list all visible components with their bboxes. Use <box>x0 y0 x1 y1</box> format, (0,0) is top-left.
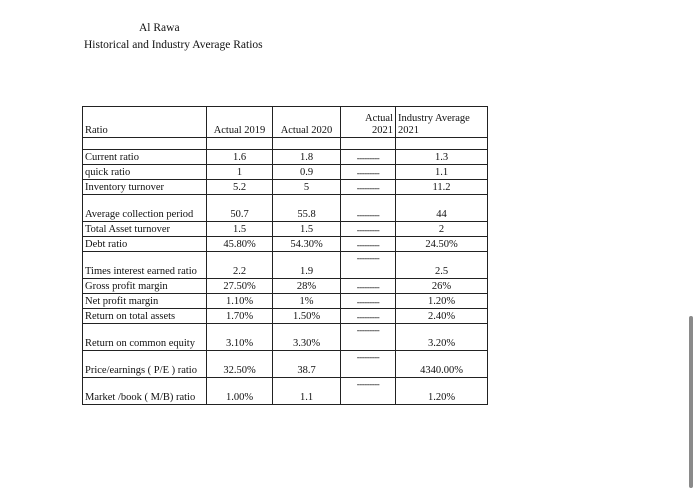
industry-average-cell: 1.20% <box>396 378 488 405</box>
actual-2020-cell: 38.7 <box>273 351 341 378</box>
document-title-block <box>84 20 263 54</box>
actual-2021-cell: --------- <box>341 378 396 405</box>
actual-2019-cell: 2.2 <box>207 252 273 279</box>
actual-2021-cell: --------- <box>341 279 396 294</box>
industry-average-cell: 2.5 <box>396 252 488 279</box>
actual-2021-cell: --------- <box>341 237 396 252</box>
ratio-name-cell: Average collection period <box>83 195 207 222</box>
actual-2019-cell: 1.6 <box>207 150 273 165</box>
industry-average-cell: 1.3 <box>396 150 488 165</box>
actual-2021-cell: --------- <box>341 294 396 309</box>
actual-2020-cell: 3.30% <box>273 324 341 351</box>
actual-2019-cell: 27.50% <box>207 279 273 294</box>
header-actual-2019: Actual 2019 <box>207 107 273 138</box>
table-row <box>83 180 488 195</box>
ratio-name-cell: Inventory turnover <box>83 180 207 195</box>
actual-2021-cell: --------- <box>341 252 396 279</box>
actual-2021-cell: --------- <box>341 309 396 324</box>
industry-average-cell: 24.50% <box>396 237 488 252</box>
actual-2021-cell: --------- <box>341 180 396 195</box>
actual-2021-cell: --------- <box>341 150 396 165</box>
table-body <box>83 150 488 405</box>
ratio-name-cell: Net profit margin <box>83 294 207 309</box>
industry-average-cell: 1.20% <box>396 294 488 309</box>
table-row <box>83 294 488 309</box>
actual-2020-cell: 1.50% <box>273 309 341 324</box>
industry-average-cell: 3.20% <box>396 324 488 351</box>
actual-2021-cell: --------- <box>341 351 396 378</box>
actual-2019-cell: 1.10% <box>207 294 273 309</box>
actual-2020-cell: 1.1 <box>273 378 341 405</box>
ratio-name-cell: Return on common equity <box>83 324 207 351</box>
actual-2021-cell: --------- <box>341 222 396 237</box>
actual-2019-cell: 3.10% <box>207 324 273 351</box>
table-row <box>83 150 488 165</box>
ratios-table <box>82 106 488 405</box>
actual-2021-cell: --------- <box>341 165 396 180</box>
header-industry-average-2021: Industry Average 2021 <box>396 107 488 138</box>
table-row <box>83 279 488 294</box>
table-row <box>83 237 488 252</box>
industry-average-cell: 26% <box>396 279 488 294</box>
document-subtitle: Historical and Industry Average Ratios <box>84 39 263 51</box>
table-spacer-row <box>83 138 488 150</box>
actual-2019-cell: 32.50% <box>207 351 273 378</box>
table-row <box>83 351 488 378</box>
actual-2020-cell: 1.5 <box>273 222 341 237</box>
actual-2020-cell: 1% <box>273 294 341 309</box>
ratio-name-cell: Market /book ( M/B) ratio <box>83 378 207 405</box>
table-row <box>83 378 488 405</box>
industry-average-cell: 11.2 <box>396 180 488 195</box>
ratio-name-cell: Times interest earned ratio <box>83 252 207 279</box>
header-ratio: Ratio <box>83 107 207 138</box>
industry-average-cell: 4340.00% <box>396 351 488 378</box>
actual-2020-cell: 0.9 <box>273 165 341 180</box>
industry-average-cell: 2.40% <box>396 309 488 324</box>
ratio-name-cell: Price/earnings ( P/E ) ratio <box>83 351 207 378</box>
ratio-name-cell: Current ratio <box>83 150 207 165</box>
table-row <box>83 165 488 180</box>
ratio-name-cell: Gross profit margin <box>83 279 207 294</box>
table-row <box>83 309 488 324</box>
actual-2020-cell: 5 <box>273 180 341 195</box>
header-actual-2020: Actual 2020 <box>273 107 341 138</box>
actual-2020-cell: 54.30% <box>273 237 341 252</box>
actual-2019-cell: 1.70% <box>207 309 273 324</box>
table-row <box>83 324 488 351</box>
ratio-name-cell: Total Asset turnover <box>83 222 207 237</box>
table-header-row <box>83 107 488 138</box>
actual-2019-cell: 5.2 <box>207 180 273 195</box>
actual-2019-cell: 45.80% <box>207 237 273 252</box>
industry-average-cell: 2 <box>396 222 488 237</box>
actual-2021-cell: --------- <box>341 195 396 222</box>
actual-2019-cell: 50.7 <box>207 195 273 222</box>
table-row <box>83 252 488 279</box>
actual-2020-cell: 55.8 <box>273 195 341 222</box>
table-row <box>83 195 488 222</box>
industry-average-cell: 44 <box>396 195 488 222</box>
header-actual-2021: Actual 2021 <box>341 107 396 138</box>
company-name: Al Rawa <box>139 22 180 34</box>
industry-average-cell: 1.1 <box>396 165 488 180</box>
actual-2021-cell: --------- <box>341 324 396 351</box>
ratio-name-cell: Debt ratio <box>83 237 207 252</box>
table-row <box>83 222 488 237</box>
ratio-name-cell: Return on total assets <box>83 309 207 324</box>
actual-2019-cell: 1.00% <box>207 378 273 405</box>
actual-2019-cell: 1.5 <box>207 222 273 237</box>
actual-2019-cell: 1 <box>207 165 273 180</box>
scrollbar-thumb[interactable] <box>689 316 693 488</box>
actual-2020-cell: 28% <box>273 279 341 294</box>
ratio-name-cell: quick ratio <box>83 165 207 180</box>
actual-2020-cell: 1.8 <box>273 150 341 165</box>
actual-2020-cell: 1.9 <box>273 252 341 279</box>
